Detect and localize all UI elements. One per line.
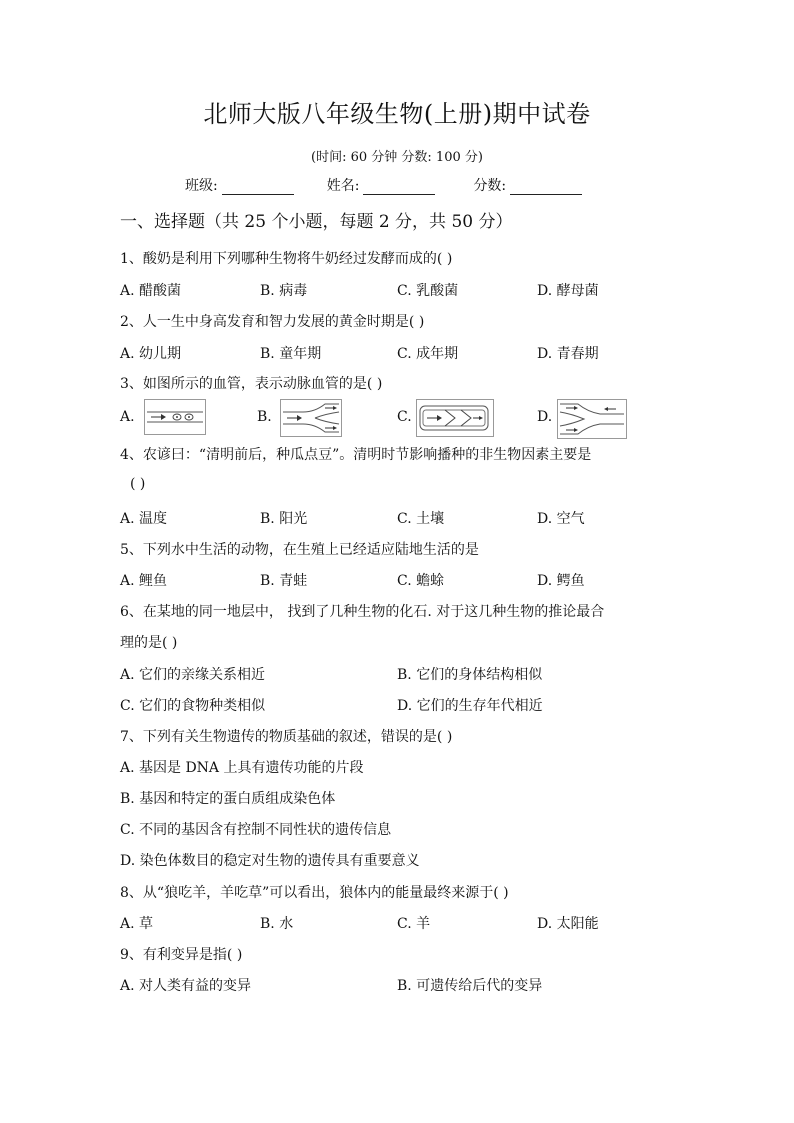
option-c: C. 土壤 [397,511,445,527]
capillary-diagram-icon [144,399,206,435]
option-d: D. 太阳能 [537,916,599,932]
option-a: A. 草 [120,916,154,932]
question-9: 9、有利变异是指( ) [120,947,243,963]
option-a: A. 醋酸菌 [120,283,182,299]
question-4: 4、农谚曰：“清明前后，种瓜点豆”。清明时节影响播种的非生物因素主要是 [120,447,592,463]
question-7: 7、下列有关生物遗传的物质基础的叙述，错误的是( ) [120,729,453,745]
option-c: C. 乳酸菌 [397,283,459,299]
section-heading: 一、选择题（共 25 个小题，每题 2 分，共 50 分） [120,212,513,232]
question-3: 3、如图所示的血管，表示动脉血管的是( ) [120,376,383,392]
question-8: 8、从“狼吃羊，羊吃草”可以看出，狼体内的能量最终来源于( ) [120,885,509,901]
option-c: C. 它们的食物种类相似 [120,698,266,714]
option-a: A. 基因是 DNA 上具有遗传功能的片段 [120,760,364,776]
score-label: 分数: [473,178,507,194]
name-blank [363,180,435,195]
option-a: A. 对人类有益的变异 [120,978,252,994]
question-2: 2、人一生中身高发育和智力发展的黄金时期是( ) [120,314,425,330]
question-3-options [120,399,640,439]
option-b: B. 童年期 [260,346,322,362]
option-b: B. 可遗传给后代的变异 [397,978,543,994]
option-b: B. 它们的身体结构相似 [397,667,543,683]
option-d: D. 酵母菌 [537,283,599,299]
exam-time-score: (时间: 60 分钟 分数: 100 分) [311,150,483,165]
class-blank [222,180,294,195]
option-a: A. 它们的亲缘关系相近 [120,667,266,683]
class-label: 班级: [185,178,218,194]
name-field [327,175,436,195]
option-b: B. [257,409,272,425]
option-a: A. 鲤鱼 [120,573,168,589]
option-a: A. [120,409,135,425]
option-c: C. 羊 [397,916,431,932]
student-info-row [185,175,582,195]
option-d: D. [537,409,553,425]
class-field [185,175,294,195]
question-6-cont: 理的是( ) [120,635,178,651]
option-d: D. 染色体数目的稳定对生物的遗传具有重要意义 [120,853,420,869]
option-c: C. 不同的基因含有控制不同性状的遗传信息 [120,822,392,838]
vein-valve-diagram-icon [416,399,494,437]
question-1: 1、酸奶是利用下列哪种生物将牛奶经过发酵而成的( ) [120,251,453,267]
vein-merge-diagram-icon [557,399,627,439]
option-b: B. 青蛙 [260,573,308,589]
option-d: D. 它们的生存年代相近 [397,698,543,714]
option-a: A. 幼儿期 [120,346,182,362]
option-c: C. 蟾蜍 [397,573,445,589]
score-field [473,175,582,195]
option-d: D. 青春期 [537,346,599,362]
name-label: 姓名: [326,178,360,194]
option-d: D. 空气 [537,511,585,527]
question-4-bracket: ( ) [130,476,146,492]
artery-branch-diagram-icon [280,399,342,437]
option-c: C. 成年期 [397,346,459,362]
option-c: C. [397,409,412,425]
option-b: B. 基因和特定的蛋白质组成染色体 [120,791,336,807]
question-6: 6、在某地的同一地层中， 找到了几种生物的化石. 对于这几种生物的推论最合 [120,604,605,620]
score-blank [510,180,582,195]
option-b: B. 阳光 [260,511,308,527]
option-a: A. 温度 [120,511,168,527]
page-title: 北师大版八年级生物(上册)期中试卷 [203,100,591,128]
option-d: D. 鳄鱼 [537,573,585,589]
option-b: B. 水 [260,916,294,932]
question-5: 5、下列水中生活的动物，在生殖上已经适应陆地生活的是 [120,542,479,558]
option-b: B. 病毒 [260,283,308,299]
